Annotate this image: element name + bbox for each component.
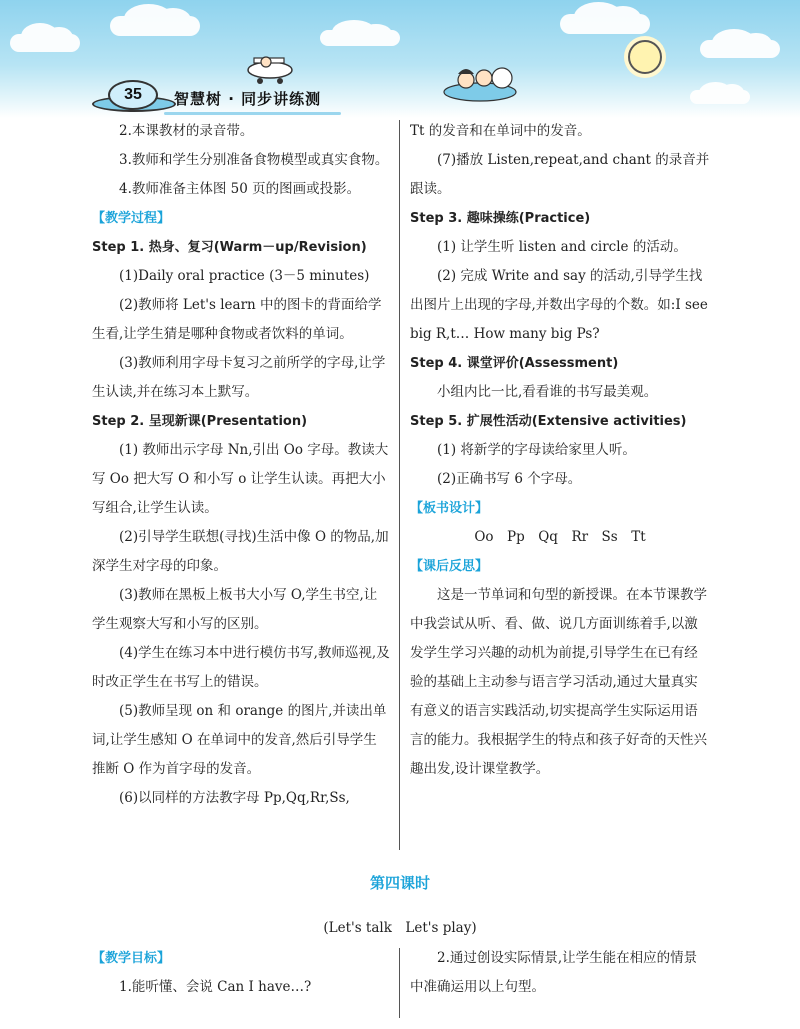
paragraph: 这是一节单词和句型的新授课。在本节课教学中我尝试从听、看、做、说几方面训练着手,以激发学生学习兴趣的动机为前提,引导学生在已有经验的基础上主动参与语言学习活动,通过大量真实有意义的语言实践活动,切实提高学生实际运用语言的能力。我根据学生的特点和孩子好奇的天性兴趣出发,设计课堂教学。	[410, 587, 707, 777]
paragraph: (1)Daily oral practice (3－5 minutes)	[119, 268, 370, 284]
kids-on-cloud-illustration-icon	[440, 58, 520, 102]
section-tag: 【课后反思】	[410, 559, 489, 574]
step-heading: Step 1. 热身、复习(Warm－up/Revision)	[92, 240, 367, 255]
section-tag: 【教学目标】	[92, 951, 171, 966]
board-letters: Oo Pp Qq Rr Ss Tt	[474, 529, 646, 545]
sun-icon	[628, 40, 662, 74]
paragraph: (1) 将新学的字母读给家里人听。	[437, 442, 636, 458]
paragraph: (5)教师呈现 on 和 orange 的图片,并读出单词,让学生感知 O 在单词中的发音,然后引导学生推断 O 作为首字母的发音。	[92, 703, 387, 777]
paragraph: (2)正确书写 6 个字母。	[437, 471, 582, 487]
column-divider	[399, 120, 400, 850]
paragraph: (3)教师在黑板上板书大小写 O,学生书空,让学生观察大写和小写的区别。	[92, 587, 378, 632]
airplane-illustration-icon	[240, 48, 300, 88]
paragraph: 1.能听懂、会说 Can I have…?	[119, 979, 312, 995]
step-heading: Step 4. 课堂评价(Assessment)	[410, 356, 619, 371]
cloud-decoration	[10, 34, 80, 52]
cloud-decoration	[560, 14, 650, 34]
step-heading: Step 2. 呈现新课(Presentation)	[92, 414, 308, 429]
step-heading: Step 5. 扩展性活动(Extensive activities)	[410, 414, 687, 429]
paragraph: (6)以同样的方法教字母 Pp,Qq,Rr,Ss,	[119, 790, 350, 806]
paragraph: Tt 的发音和在单词中的发音。	[410, 123, 591, 139]
section-tag: 【教学过程】	[92, 211, 171, 226]
cloud-decoration	[320, 30, 400, 46]
bottom-right-column	[410, 944, 710, 1002]
lesson-title: 第四课时	[369, 874, 430, 892]
bottom-left-column	[92, 944, 390, 1002]
header-banner	[0, 0, 800, 118]
paragraph: (4)学生在练习本中进行模仿书写,教师巡视,及时改正学生在书写上的错误。	[92, 645, 390, 690]
paragraph: 2.本课教材的录音带。	[119, 123, 254, 139]
paragraph: (1) 教师出示字母 Nn,引出 Oo 字母。教读大写 Oo 把大写 O 和小写 o 让学生认读。再把大小写组合,让学生认读。	[92, 442, 389, 516]
section-tag: 【板书设计】	[410, 501, 489, 516]
left-column	[92, 117, 390, 813]
right-column	[410, 117, 710, 784]
page-number: 35	[108, 80, 158, 110]
paragraph: (2)引导学生联想(寻找)生活中像 O 的物品,加深学生对字母的印象。	[92, 529, 389, 574]
paragraph: (2)教师将 Let's learn 中的图卡的背面给学生看,让学生猜是哪种食物或者饮料的单词。	[92, 297, 382, 342]
cloud-decoration	[690, 90, 750, 104]
paragraph: (7)播放 Listen,repeat,and chant 的录音并跟读。	[410, 152, 710, 197]
paragraph: 小组内比一比,看看谁的书写最美观。	[437, 384, 658, 400]
paragraph: 2.通过创设实际情景,让学生能在相应的情景中准确运用以上句型。	[410, 950, 698, 995]
paragraph: (1) 让学生听 listen and circle 的活动。	[437, 239, 687, 255]
step-heading: Step 3. 趣味操练(Practice)	[410, 211, 591, 226]
lesson-subtitle: (Let's talk Let's play)	[323, 920, 477, 936]
cloud-decoration	[700, 40, 780, 58]
bottom-column-divider	[399, 948, 400, 1018]
paragraph: 4.教师准备主体图 50 页的图画或投影。	[119, 181, 361, 197]
paragraph: 3.教师和学生分别准备食物模型或真实食物。	[119, 152, 389, 168]
paragraph: (3)教师利用字母卡复习之前所学的字母,让学生认读,并在练习本上默写。	[92, 355, 386, 400]
series-title: 智慧树 · 同步讲练测	[174, 90, 322, 108]
paragraph: (2) 完成 Write and say 的活动,引导学生找出图片上出现的字母,并数出字母的个数。如:I see big R,t… How many big Ps?	[410, 268, 708, 342]
cloud-decoration	[110, 16, 200, 36]
